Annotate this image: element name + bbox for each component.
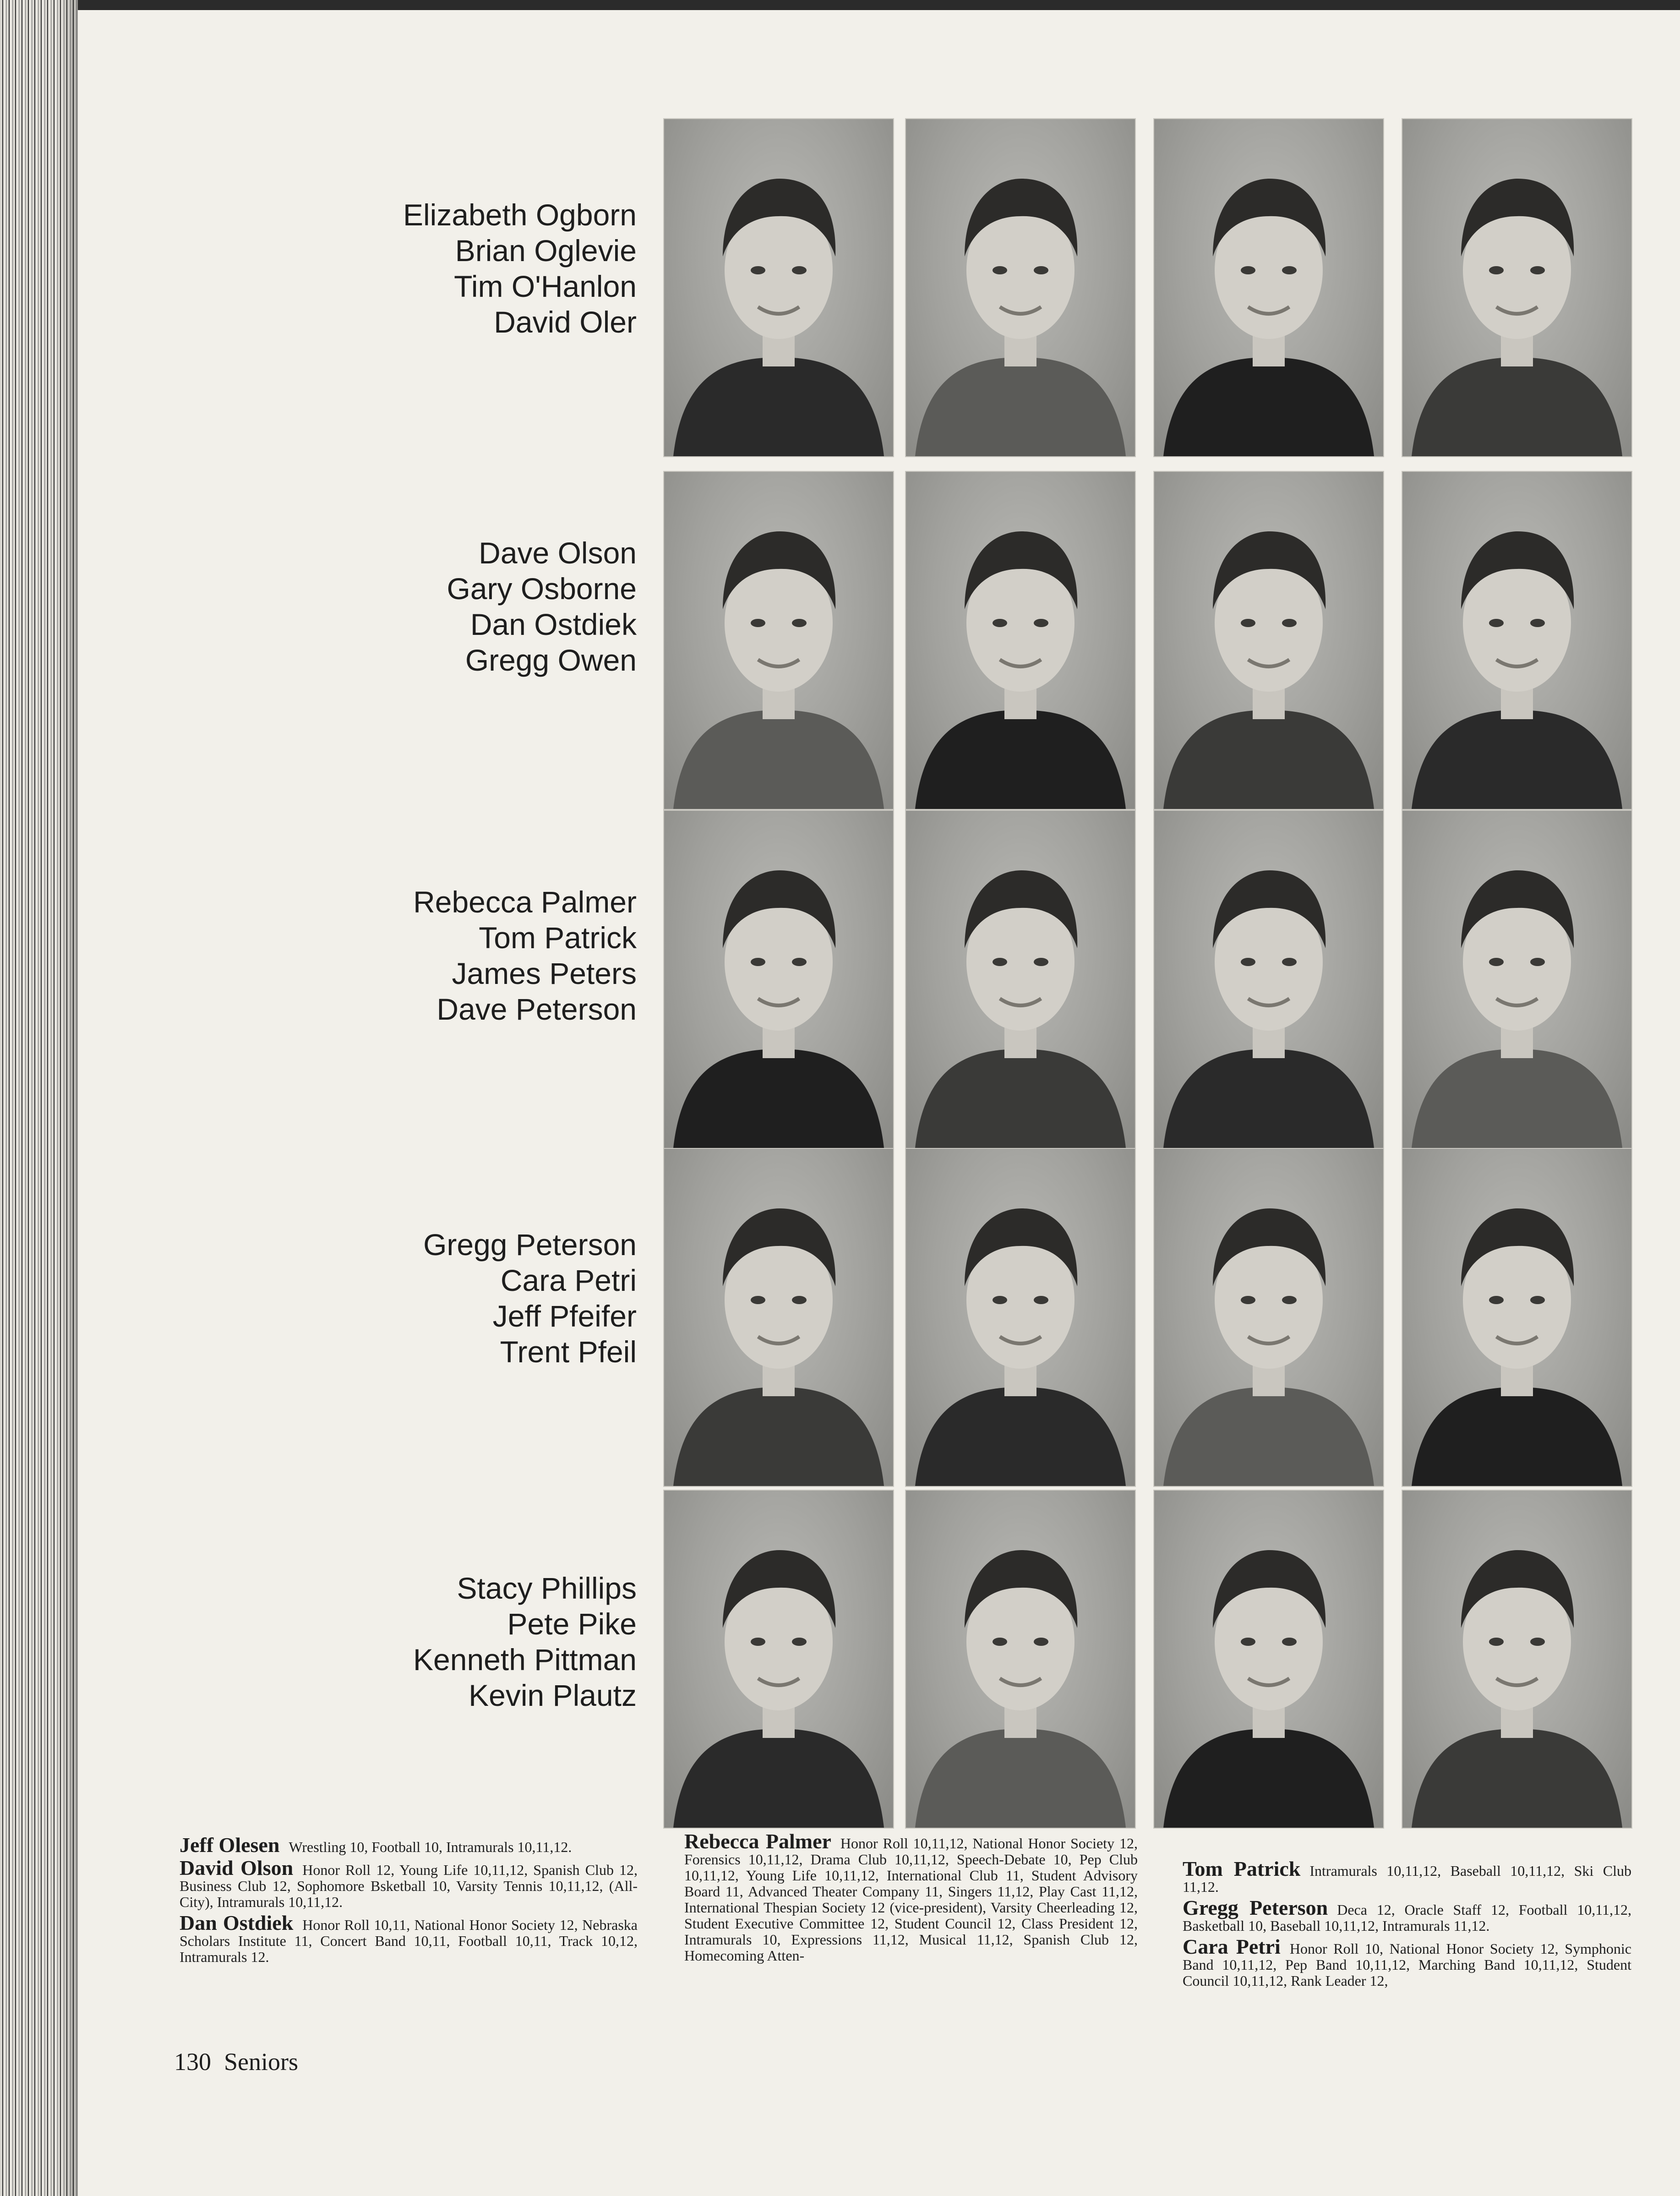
page-number: 130 xyxy=(174,2048,211,2076)
portrait-photo xyxy=(1402,1148,1632,1487)
bio-text: Honor Roll 10, National Honor Society 12, Symphonic Band 10,11,12, Pep Band 10,11,12, Marching Band 10,11,12, Student Council 10,11,12, Rank Leader 12, xyxy=(1183,1940,1632,1989)
bio-name: Cara Petri xyxy=(1183,1935,1281,1958)
portrait-photo xyxy=(1402,1490,1632,1829)
portrait-photo xyxy=(1153,1490,1384,1829)
student-name: Rebecca Palmer xyxy=(413,885,637,919)
bio-text: Honor Roll 10,11, National Honor Society 12, Nebraska Scholars Institute 11, Concert Band 10,11, Football 10,11, Track 10,12, Intramurals 12. xyxy=(180,1917,638,1965)
student-name: Tom Patrick xyxy=(479,921,637,955)
student-name: Dave Peterson xyxy=(436,992,637,1026)
bio-column-1 xyxy=(180,1833,638,1970)
bio-name: David Olson xyxy=(180,1856,294,1879)
student-name: Brian Oglevie xyxy=(455,234,637,268)
student-name: Cara Petri xyxy=(500,1263,637,1297)
portrait-photo xyxy=(1153,1148,1384,1487)
bio-text: Honor Roll 12, Young Life 10,11,12, Spanish Club 12, Business Club 12, Sophomore Bsketball 10, Varsity Tennis 10,11,12, (All-City), Intramurals 10,11,12. xyxy=(180,1862,638,1910)
bio-entry xyxy=(180,1856,638,1910)
portrait-photo xyxy=(905,1148,1136,1487)
portrait-photo xyxy=(1402,810,1632,1149)
portrait-photo xyxy=(663,1490,894,1829)
page-footer xyxy=(174,2048,298,2076)
bio-entry xyxy=(1183,1896,1631,1934)
bio-entry xyxy=(180,1911,638,1965)
student-name: Stacy Phillips xyxy=(457,1571,637,1605)
bio-column-2 xyxy=(684,1830,1138,1968)
bio-text: Wrestling 10, Football 10, Intramurals 10,11,12. xyxy=(289,1839,572,1855)
student-name: Gregg Peterson xyxy=(423,1228,637,1262)
portrait-photo xyxy=(1153,118,1384,457)
stacked-page-edges xyxy=(0,0,78,2196)
section-label: Seniors xyxy=(224,2048,298,2076)
student-name: David Oler xyxy=(494,305,637,339)
student-name: Dan Ostdiek xyxy=(470,607,637,641)
student-name: Gregg Owen xyxy=(465,643,637,677)
bio-text: Honor Roll 10,11,12, National Honor Society 12, Forensics 10,11,12, Drama Club 10,11,12, Speech-Debate 10, Pep Club 10,11,12, Young Life 10,11,12, International Club 11, Student Advisory Board 11, Advanced Theater Company 11, Singers 11,12, Play Cast 11,12, International Thespian Society 12 (vice-president), Varsity Cheerleading 12, Student Executive Committee 12, Student Council 12, Class President 12, Intramurals 10, Expressions 11,12, Musical 11,12, Spanish Club 12, Homecoming Atten- xyxy=(684,1835,1138,1964)
bio-name: Gregg Peterson xyxy=(1183,1896,1328,1919)
student-name: Tim O'Hanlon xyxy=(454,269,637,303)
portrait-photo xyxy=(663,1148,894,1487)
student-name: Kenneth Pittman xyxy=(413,1643,637,1677)
bio-name: Dan Ostdiek xyxy=(180,1911,294,1934)
student-name: James Peters xyxy=(452,956,637,990)
portrait-photo xyxy=(663,471,894,810)
bio-text: Intramurals 10,11,12, Baseball 10,11,12, Ski Club 11,12. xyxy=(1183,1863,1631,1895)
bio-entry xyxy=(180,1833,638,1857)
student-name: Elizabeth Ogborn xyxy=(403,198,637,232)
student-name: Kevin Plautz xyxy=(469,1678,637,1712)
student-name: Gary Osborne xyxy=(447,572,637,606)
student-name: Jeff Pfeifer xyxy=(492,1299,637,1333)
bio-entry xyxy=(684,1830,1138,1964)
portrait-photo xyxy=(1153,810,1384,1149)
portrait-photo xyxy=(1153,471,1384,810)
portrait-photo xyxy=(663,810,894,1149)
page-top-edge xyxy=(0,0,1680,10)
portrait-photo xyxy=(905,471,1136,810)
bio-entry xyxy=(1183,1857,1631,1895)
name-list-row-2 xyxy=(321,535,637,678)
bio-text: Deca 12, Oracle Staff 12, Football 10,11,12, Basketball 10, Baseball 10,11,12, Intramurals 11,12. xyxy=(1183,1901,1631,1934)
name-list-row-3 xyxy=(321,884,637,1027)
student-name: Dave Olson xyxy=(479,536,637,570)
portrait-photo xyxy=(663,118,894,457)
portrait-photo xyxy=(905,118,1136,457)
name-list-row-1 xyxy=(321,197,637,340)
portrait-photo xyxy=(1402,118,1632,457)
bio-column-3 xyxy=(1183,1857,1632,1994)
bio-name: Rebecca Palmer xyxy=(684,1830,831,1853)
portrait-photo xyxy=(1402,471,1632,810)
name-list-row-5 xyxy=(321,1570,637,1713)
bio-entry xyxy=(1183,1935,1632,1989)
student-name: Pete Pike xyxy=(507,1607,637,1641)
bio-name: Jeff Olesen xyxy=(180,1833,280,1857)
name-list-row-4 xyxy=(321,1227,637,1370)
bio-name: Tom Patrick xyxy=(1183,1857,1301,1880)
student-name: Trent Pfeil xyxy=(500,1335,637,1369)
portrait-photo xyxy=(905,810,1136,1149)
portrait-photo xyxy=(905,1490,1136,1829)
